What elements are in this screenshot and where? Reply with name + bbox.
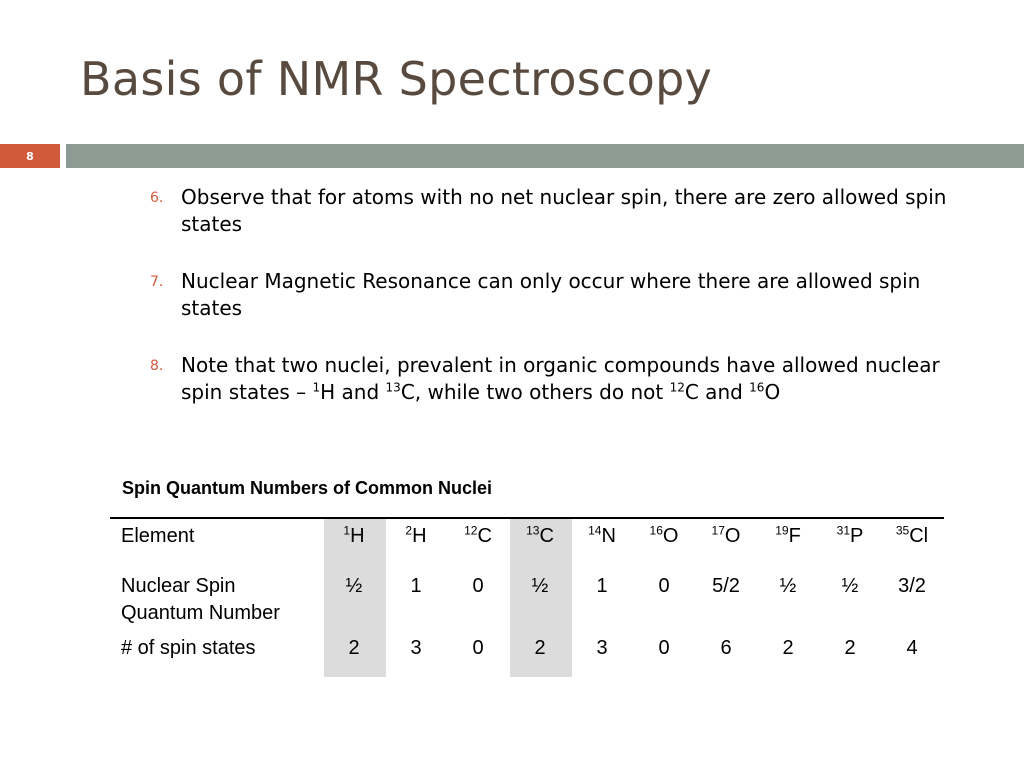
text-fragment: Note that two nuclei, prevalent in organic compounds have allowed nuclear spin states – [181, 353, 940, 404]
element-symbol: P [850, 525, 864, 547]
states-cell: 3 [596, 637, 608, 659]
states-cell: 0 [658, 637, 670, 659]
spin-cell: ½ [841, 575, 859, 597]
spin-cell: 3/2 [898, 575, 926, 597]
list-text [181, 352, 980, 406]
mass-number: 2 [405, 523, 413, 538]
element-cell [757, 519, 819, 571]
spin-cell: 1 [596, 575, 608, 597]
mass-number: 35 [895, 523, 910, 538]
states-cell: 4 [906, 637, 918, 659]
table-row-element [110, 519, 943, 571]
list-item [150, 184, 980, 238]
states-cell: 2 [534, 637, 546, 659]
row-label-element: Element [121, 525, 195, 547]
list-number: 6. [150, 190, 164, 206]
element-cell [571, 519, 633, 571]
row-label-line: Nuclear Spin [121, 575, 236, 597]
states-cell: 2 [844, 637, 856, 659]
table-row-spin [110, 571, 943, 629]
slide-number-badge: 8 [0, 144, 60, 168]
states-cell: 2 [348, 637, 360, 659]
mass-number: 17 [711, 523, 725, 538]
mass-number: 13 [526, 523, 540, 538]
bullet-list [150, 184, 980, 436]
element-symbol: C [539, 525, 554, 547]
list-item [150, 352, 980, 406]
element-symbol: N [601, 525, 616, 547]
spin-cell: 0 [472, 575, 484, 597]
spin-cell: ½ [345, 575, 363, 597]
text-fragment: C and [684, 380, 750, 404]
mass-number: 13 [385, 380, 401, 395]
list-item [150, 268, 980, 322]
mass-number: 14 [588, 523, 602, 538]
states-cell: 2 [782, 637, 794, 659]
mass-number: 1 [312, 380, 321, 395]
text-fragment: C, while two others do not [400, 380, 670, 404]
element-cell [447, 519, 509, 571]
text-fragment: H and [320, 380, 386, 404]
mass-number: 19 [775, 523, 789, 538]
list-number: 8. [150, 358, 164, 374]
spin-table [110, 519, 943, 675]
spin-cell: 1 [410, 575, 422, 597]
element-cell [633, 519, 695, 571]
mass-number: 31 [836, 523, 850, 538]
row-label-spin [110, 571, 323, 629]
element-symbol: Cl [909, 525, 929, 547]
element-symbol: C [477, 525, 492, 547]
element-symbol: H [412, 525, 427, 547]
spin-cell: 0 [658, 575, 670, 597]
mass-number: 12 [464, 523, 478, 538]
element-symbol: F [788, 525, 801, 547]
list-number: 7. [150, 274, 164, 290]
row-label-line: Quantum Number [121, 602, 280, 624]
element-symbol: O [724, 525, 741, 547]
list-text: Nuclear Magnetic Resonance can only occur where there are allowed spin states [181, 269, 921, 320]
element-cell [881, 519, 943, 571]
states-cell: 3 [410, 637, 422, 659]
element-cell [819, 519, 881, 571]
list-text: Observe that for atoms with no net nuclear spin, there are zero allowed spin states [181, 185, 947, 236]
table-row-states [110, 629, 943, 675]
element-cell [695, 519, 757, 571]
states-cell: 6 [720, 637, 732, 659]
slide-title: Basis of NMR Spectroscopy [80, 52, 713, 106]
element-symbol: O [662, 525, 679, 547]
header-bar [66, 144, 1024, 168]
spin-cell: ½ [531, 575, 549, 597]
mass-number: 16 [749, 380, 765, 395]
element-cell [385, 519, 447, 571]
mass-number: 12 [669, 380, 685, 395]
row-label-states: # of spin states [121, 637, 256, 659]
element-cell [323, 519, 385, 571]
mass-number: 1 [343, 523, 351, 538]
spin-cell: ½ [779, 575, 797, 597]
element-symbol: H [350, 525, 365, 547]
table-title: Spin Quantum Numbers of Common Nuclei [122, 478, 493, 498]
element-cell [509, 519, 571, 571]
states-cell: 0 [472, 637, 484, 659]
spin-cell: 5/2 [712, 575, 740, 597]
mass-number: 16 [649, 523, 663, 538]
text-fragment: O [764, 380, 781, 404]
